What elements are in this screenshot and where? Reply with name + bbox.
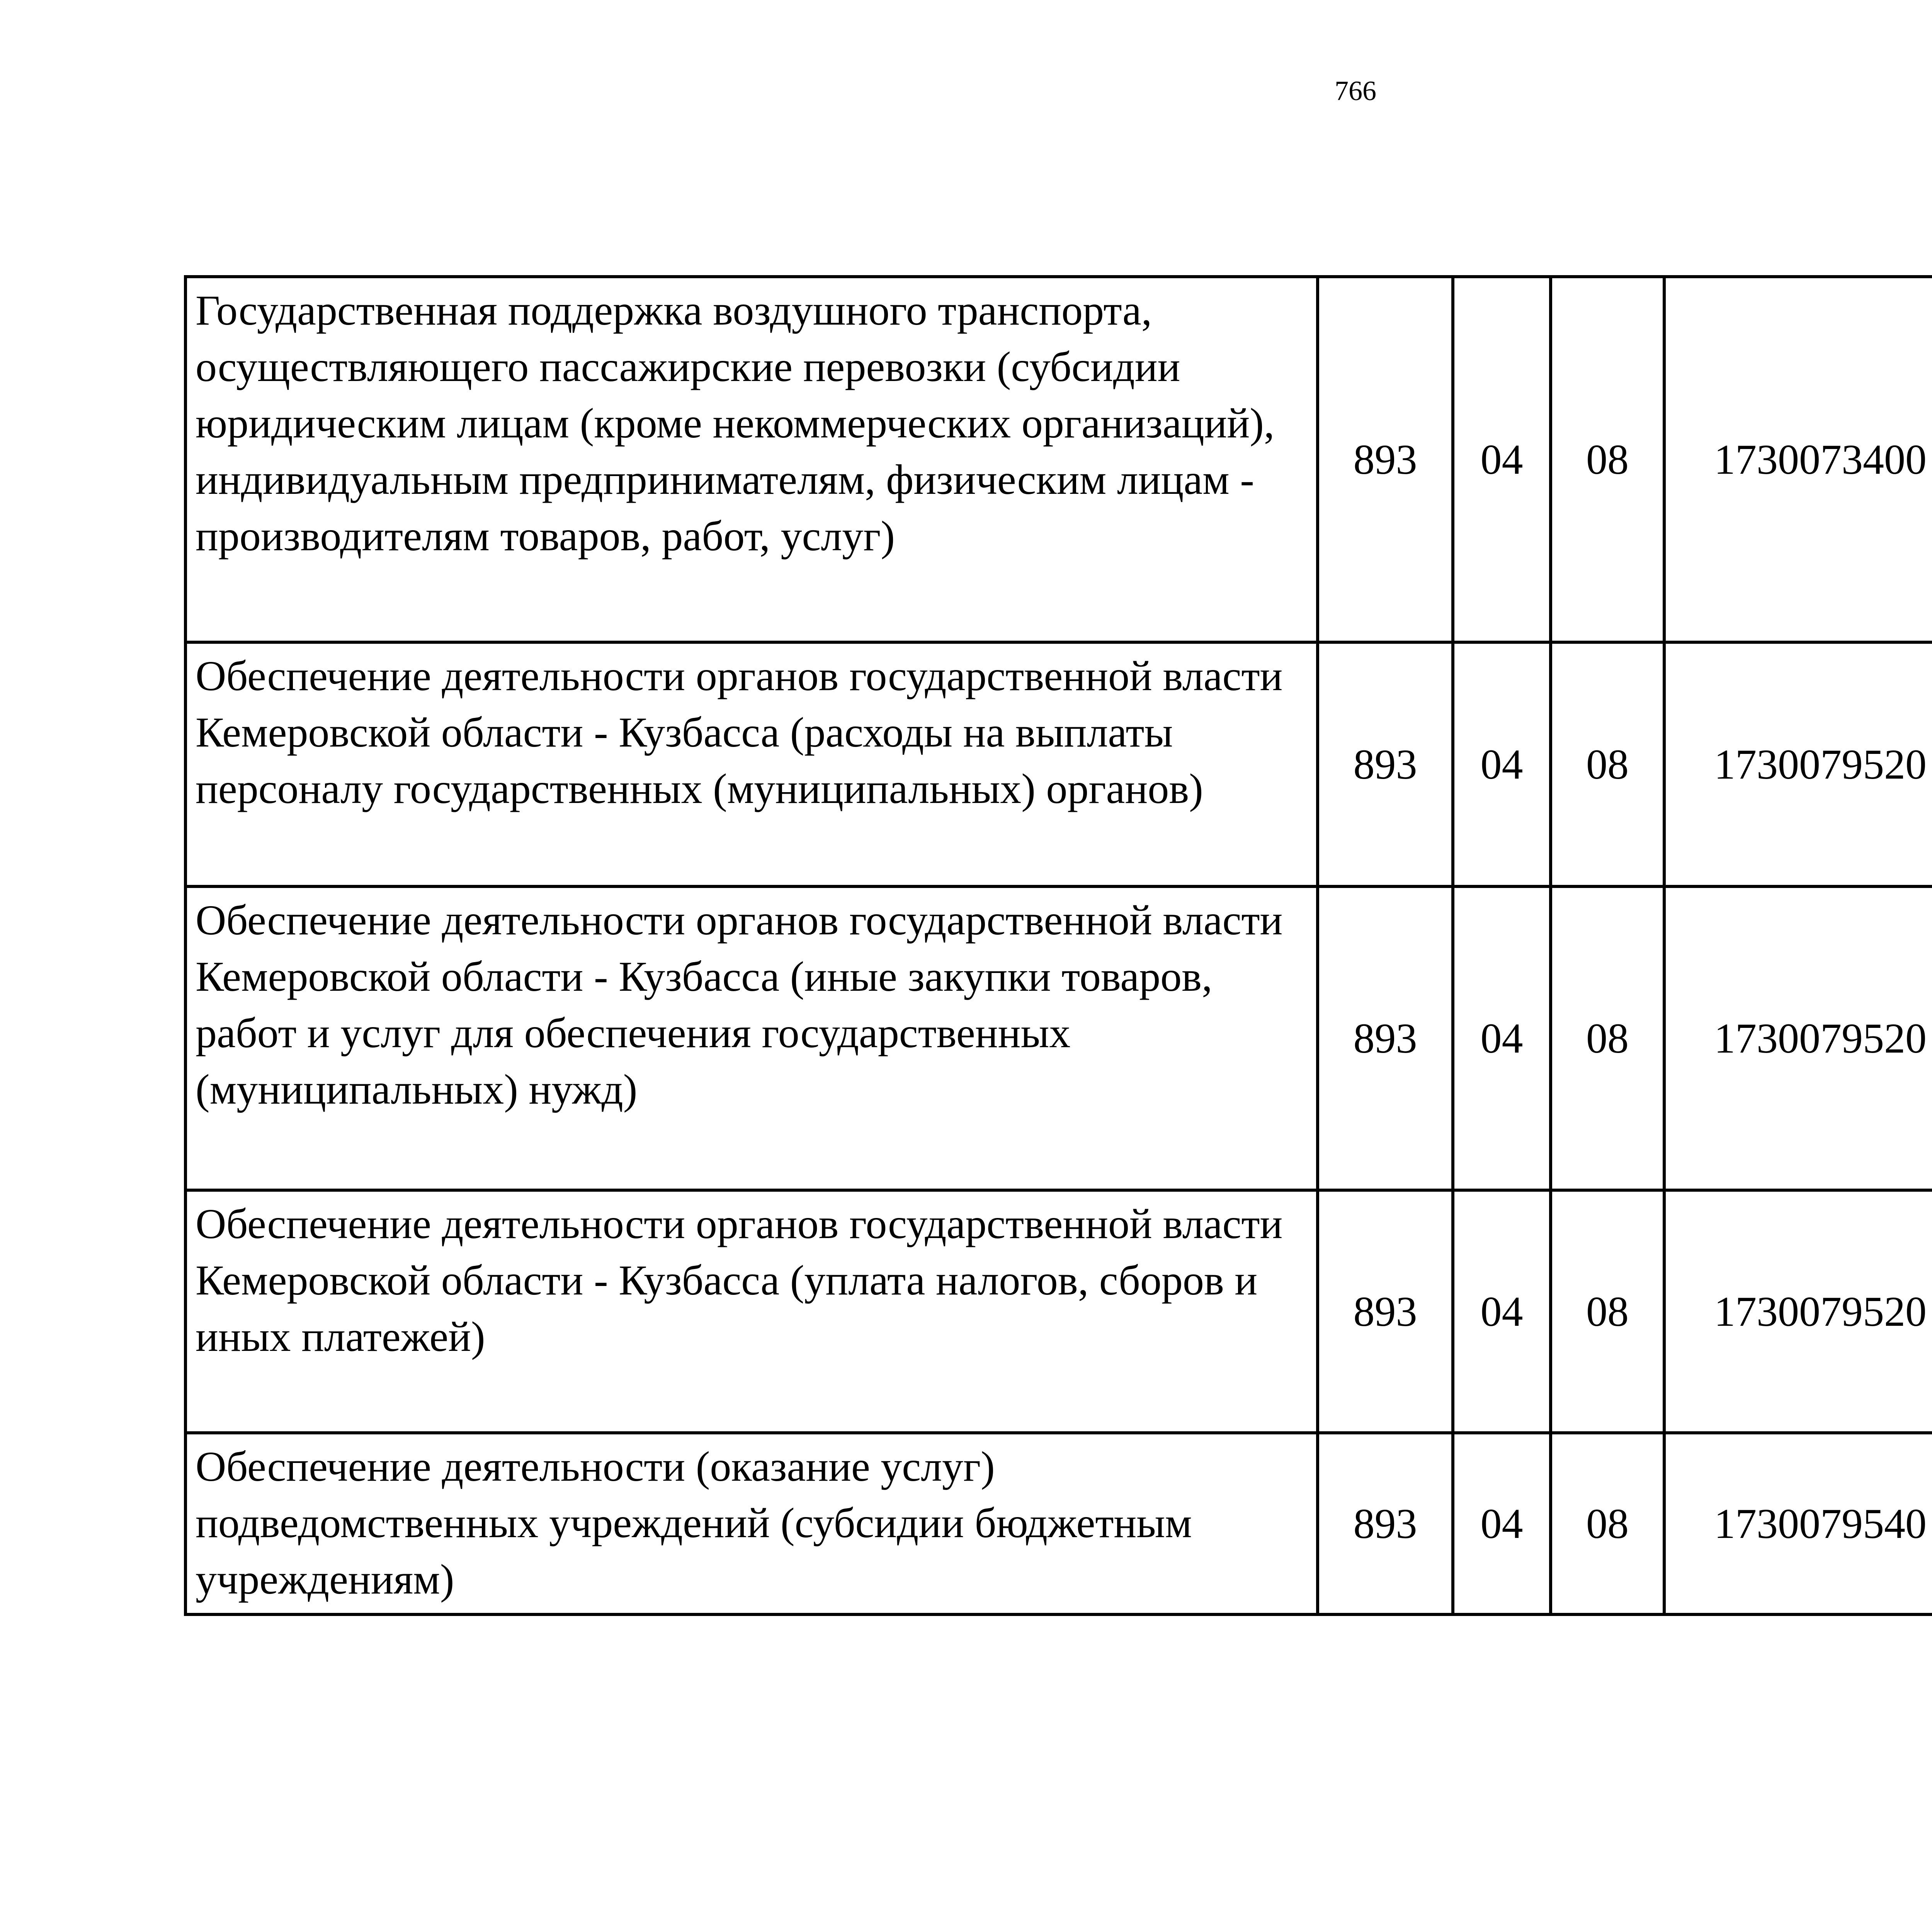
row-ministry-code: 893 bbox=[1318, 1433, 1453, 1614]
row-section-code: 04 bbox=[1453, 1190, 1551, 1433]
row-subsection-code: 08 bbox=[1551, 1433, 1664, 1614]
table-row bbox=[185, 642, 1932, 886]
row-target-article: 1730073400 bbox=[1664, 277, 1932, 642]
table-row bbox=[185, 277, 1932, 642]
row-subsection-code: 08 bbox=[1551, 1190, 1664, 1433]
row-target-article: 1730079520 bbox=[1664, 886, 1932, 1190]
row-section-code: 04 bbox=[1453, 886, 1551, 1190]
row-description: Государственная поддержка воздушного транспорта, осуществляющего пассажирские перевозки (субсидии юридическим лицам (кроме некоммерческих организаций), индивидуальным предпринимателям, физическим лицам - производителям товаров, работ, услуг) bbox=[185, 277, 1318, 642]
row-section-code: 04 bbox=[1453, 642, 1551, 886]
row-ministry-code: 893 bbox=[1318, 277, 1453, 642]
row-description: Обеспечение деятельности органов государственной власти Кемеровской области - Кузбасса (уплата налогов, сборов и иных платежей) bbox=[185, 1190, 1318, 1433]
row-description: Обеспечение деятельности (оказание услуг) подведомственных учреждений (субсидии бюджетным учреждениям) bbox=[185, 1433, 1318, 1614]
row-target-article: 1730079540 bbox=[1664, 1433, 1932, 1614]
budget-table bbox=[184, 275, 1932, 1616]
row-description: Обеспечение деятельности органов государственной власти Кемеровской области - Кузбасса (иные закупки товаров, работ и услуг для обеспечения государственных (муниципальных) нужд) bbox=[185, 886, 1318, 1190]
row-ministry-code: 893 bbox=[1318, 642, 1453, 886]
table-row bbox=[185, 1190, 1932, 1433]
row-section-code: 04 bbox=[1453, 277, 1551, 642]
row-target-article: 1730079520 bbox=[1664, 1190, 1932, 1433]
row-target-article: 1730079520 bbox=[1664, 642, 1932, 886]
row-subsection-code: 08 bbox=[1551, 277, 1664, 642]
row-description: Обеспечение деятельности органов государственной власти Кемеровской области - Кузбасса (расходы на выплаты персоналу государственных (муниципальных) органов) bbox=[185, 642, 1318, 886]
row-section-code: 04 bbox=[1453, 1433, 1551, 1614]
row-ministry-code: 893 bbox=[1318, 1190, 1453, 1433]
row-ministry-code: 893 bbox=[1318, 886, 1453, 1190]
table-row bbox=[185, 886, 1932, 1190]
page-number: 766 bbox=[1335, 75, 1376, 106]
table-row bbox=[185, 1433, 1932, 1614]
row-subsection-code: 08 bbox=[1551, 886, 1664, 1190]
row-subsection-code: 08 bbox=[1551, 642, 1664, 886]
